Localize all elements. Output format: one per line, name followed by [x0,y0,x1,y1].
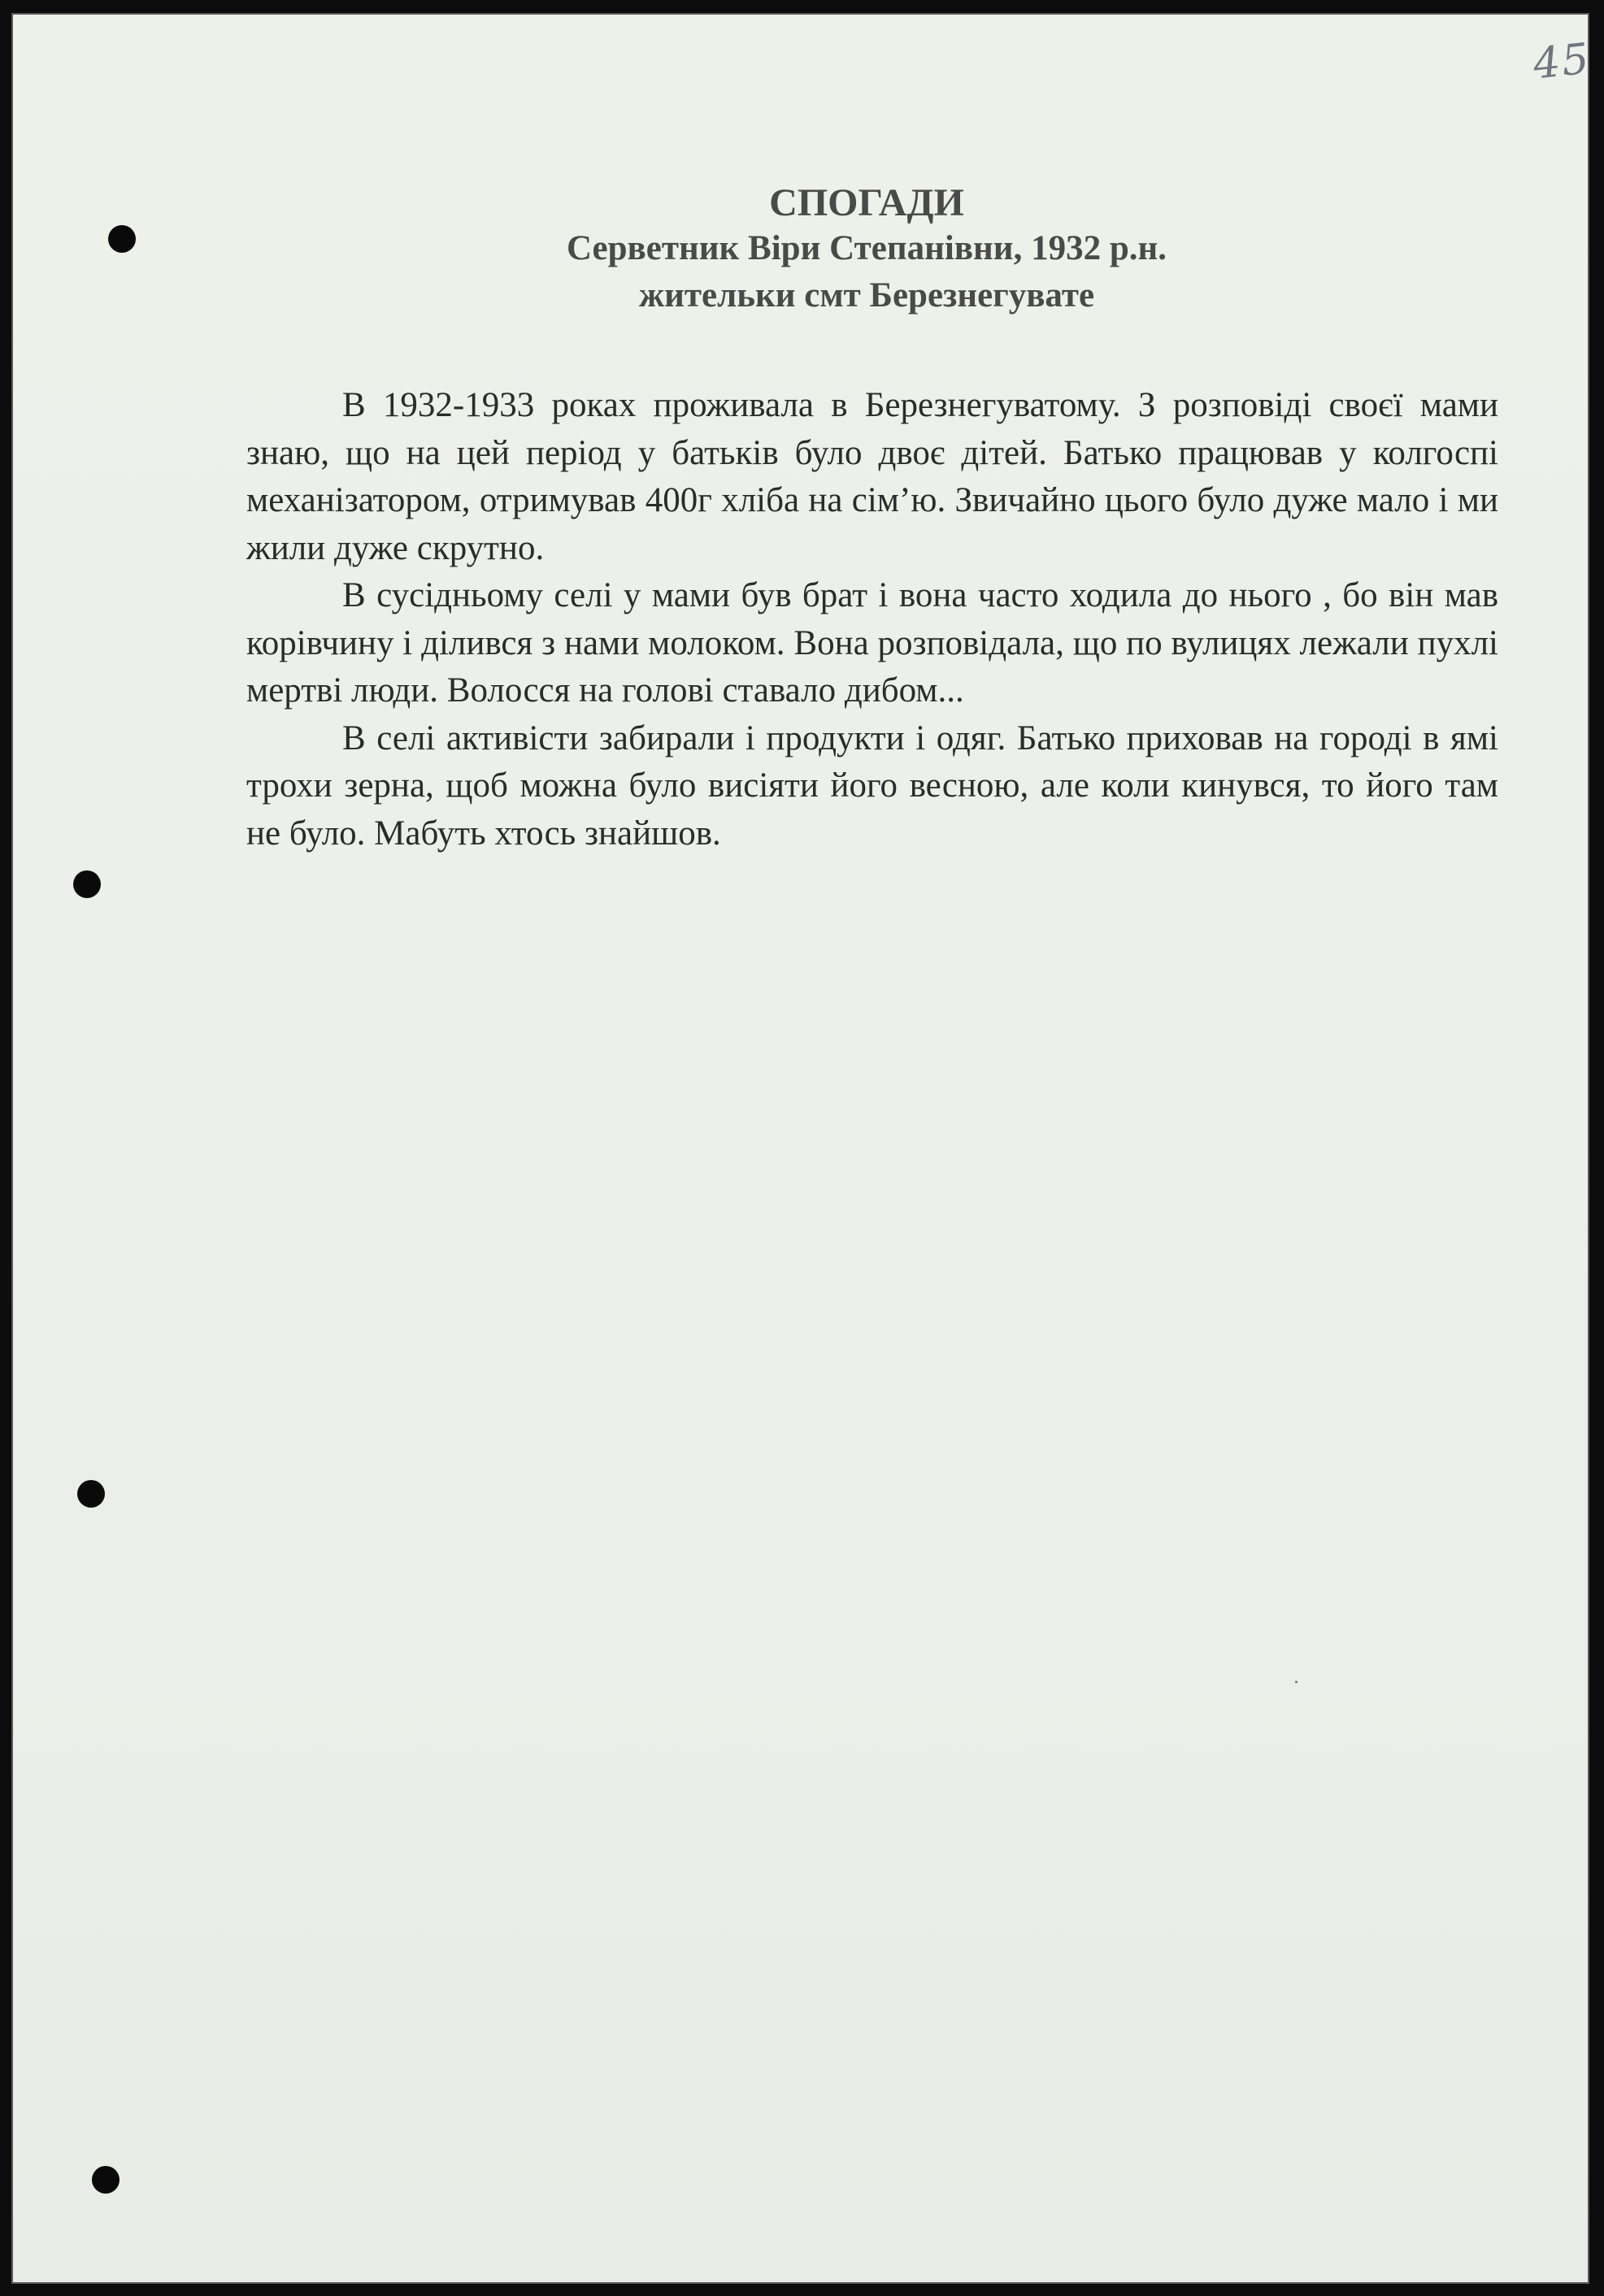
paragraph-3: В селі активісти забирали і продукти і одяг. Батько приховав на городі в ямі трохи зерна, щоб можна було висіяти його весною, але коли кинувся, то його там не було. Мабуть хтось знайшов. [246,718,1498,853]
binder-hole-4 [92,2166,120,2194]
document-header [241,181,1493,319]
document-body [246,382,1498,857]
handwritten-page-number: 45 [1531,34,1593,89]
binder-hole-3 [77,1480,105,1508]
binder-hole-2 [73,870,101,898]
binder-hole-1 [108,225,136,253]
paragraph-2: В сусідньому селі у мами був брат і вона часто ходила до нього , бо він мав корівчину і ділився з нами молоком. Вона розповідала, що по вулицях лежали пухлі мертві люди. Волосся на голові ставало дибом... [246,576,1498,710]
paragraph-1: В 1932-1933 роках проживала в Березнегуватому. З розповіді своєї мами знаю, що на цей період у батьків було двоє дітей. Батько працював у колгоспі механізатором, отримував 400г хліба на сім’ю. Звичайно цього було дуже мало і ми жили дуже скрутно. [246,386,1498,567]
document-subtitle-name: Серветник Віри Степанівни, 1932 р.н. [566,229,1167,267]
document-subtitle-residence: жительки смт Березнегувате [638,276,1095,315]
speck-mark [1295,1681,1298,1683]
document-page [11,13,1593,2284]
document-title: СПОГАДИ [769,181,964,224]
